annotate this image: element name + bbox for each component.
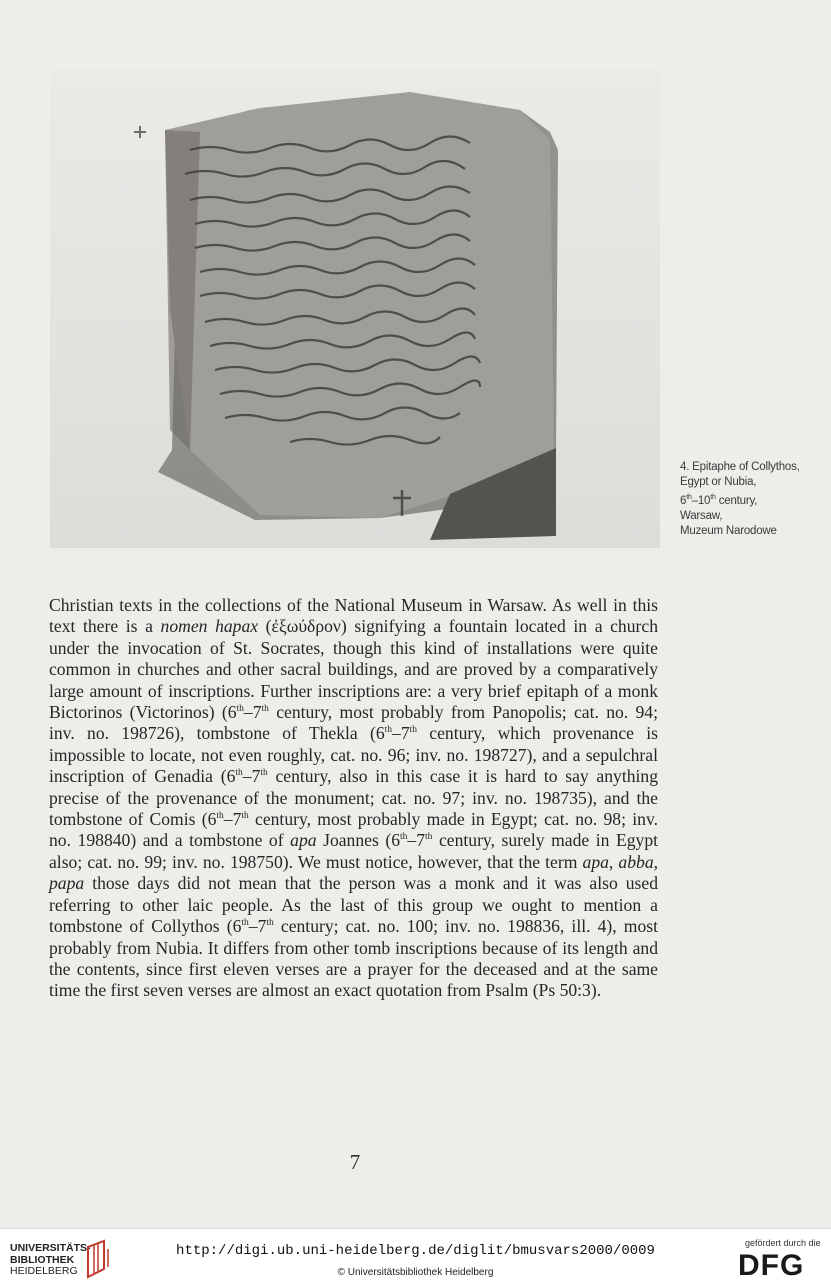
caption-line: 6th–10th century, [680,494,758,507]
ub-heidelberg-logo: UNIVERSITÄTS- BIBLIOTHEK HEIDELBERG [10,1242,91,1277]
caption-line: Muzeum Narodowe [680,524,777,537]
source-url-link[interactable]: http://digi.ub.uni-heidelberg.de/diglit/bmusvars2000/0009 [176,1243,655,1259]
page-number: 7 [349,1150,361,1174]
footer-bar [0,1228,831,1288]
stone-photograph [50,70,660,548]
body-paragraph: Christian texts in the collections of the National Museum in Warsaw. As well in this text there is a nomen hapax (ἐξωύδρον) signifying a fountain located in a church under the invocation of St. Socrates, though this kind of installations were quite common in churches and other sacral buildings, and are proved by a comparatively large amount of inscriptions. Further inscriptions are: a very brief epitaph of a monk Bictorinos (Victorinos) (6th–7th century, most probably from Panopolis; cat. no. 94; inv. no. 198726), tombstone of Thekla (6th–7th century, which provenance is impossible to locate, not even roughly, cat. no. 96; inv. no. 198727), and a sepulchral inscription of Genadia (6th–7th century, also in this case it is hard to say anything precise of the provenance of the monument; cat. no. 97; inv. no. 198735), and the tombstone of Comis (6th–7th century, most probably made in Egypt; cat. no. 98; inv. no. 198840) and a tombstone of apa Joannes (6th–7th century, surely made in Egypt also; cat. no. 99; inv. no. 198750). We must notice, however, that the term apa, abba, papa those days did not mean that the person was a monk and it was also used referring to other laic people. As the last of this group we ought to mention a tombstone of Collythos (6th–7th century; cat. no. 100; inv. no. 198836, ill. 4), most probably from Nubia. It differs from other tomb inscriptions because of its length and the contents, since first eleven verses are a prayer for the deceased and at the same time the first seven verses are almost an exact quotation from Psalm (Ps 50:3). [49,595,659,1001]
sponsor-label: gefördert durch die [745,1238,821,1248]
caption-line: 4. Epitaphe of Collythos, [680,461,800,473]
copyright-text: © Universitätsbibliothek Heidelberg [337,1267,494,1278]
caption-line: Egypt or Nubia, [680,476,757,488]
dfg-logo: DFG [738,1249,805,1282]
figure-caption [680,460,820,539]
body-text [49,595,658,1002]
caption-line: Warsaw, [680,509,723,522]
